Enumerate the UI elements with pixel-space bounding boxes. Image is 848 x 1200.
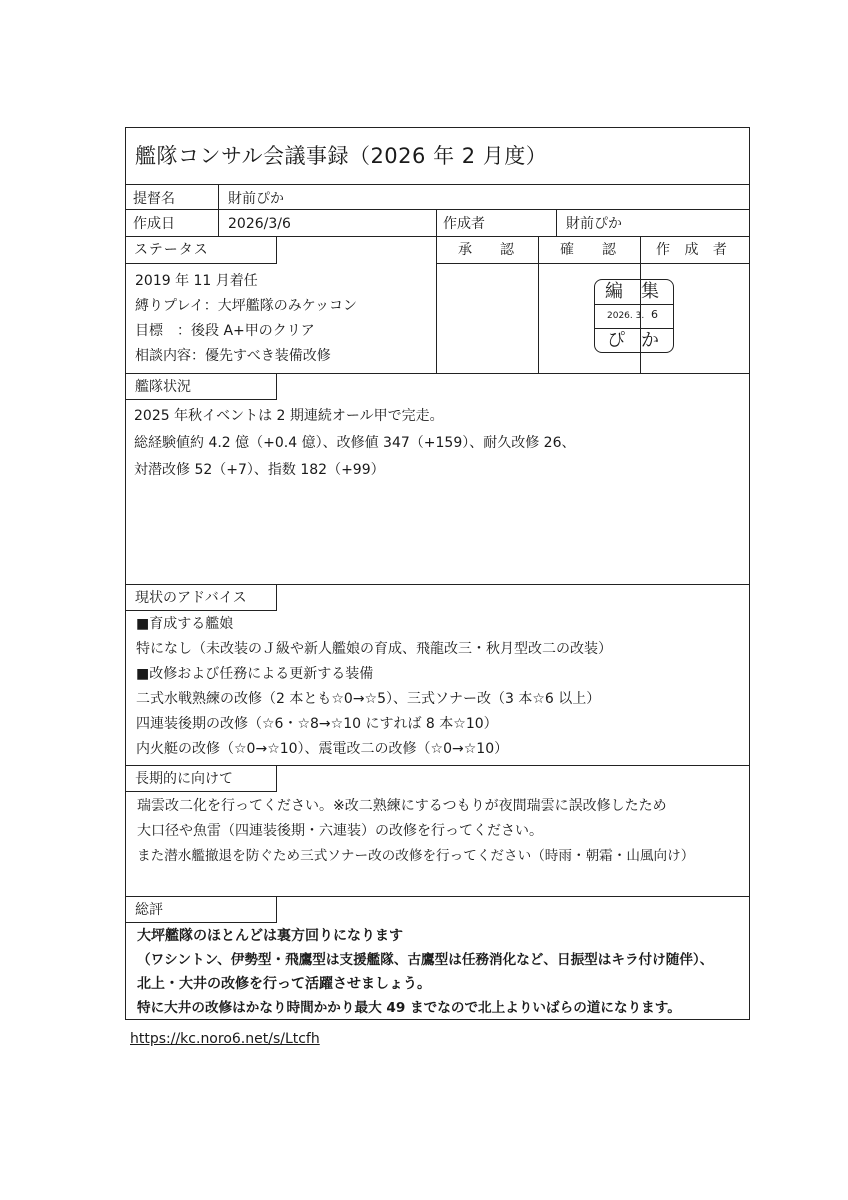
summary-line: 北上・大井の改修を行って活躍させましょう。: [137, 976, 431, 992]
summary-line: 大坪艦隊のほとんどは裏方回りになります: [137, 928, 403, 944]
divider: [556, 209, 557, 236]
status-label: ステータス: [134, 242, 209, 258]
status-line: 縛りプレイ：大坪艦隊のみケッコン: [135, 298, 358, 314]
status-line: 2019 年 11 月着任: [135, 273, 258, 289]
summary-section-label: 総評: [135, 902, 163, 918]
admiral-value: 財前ぴか: [228, 191, 284, 207]
seal-char: 編: [605, 281, 623, 302]
longterm-section-label: 長期的に向けて: [135, 771, 233, 787]
advice-line: 内火艇の改修（☆0→☆10）、震電改二の改修（☆0→☆10）: [136, 741, 509, 757]
divider: [538, 236, 539, 373]
document-title: 艦隊コンサル会議事録（2026 年 2 月度）: [135, 144, 548, 168]
fleet-section-label: 艦隊状況: [135, 379, 191, 395]
status-line: 相談内容：優先すべき装備改修: [135, 348, 331, 364]
advice-line: ■育成する艦娘: [136, 616, 234, 632]
author-label: 作成者: [443, 216, 485, 232]
seal-char: ぴ: [607, 330, 625, 351]
advice-section-label: 現状のアドバイス: [135, 590, 247, 606]
advice-line: 特になし（未改装のＪ級や新人艦娘の育成、飛龍改三・秋月型改二の改装）: [136, 641, 612, 657]
advice-line: 四連装後期の改修（☆6・☆8→☆10 にすれば 8 本☆10）: [136, 716, 498, 732]
seal-date: 2026. 3.: [607, 311, 645, 321]
divider: [436, 263, 750, 264]
divider: [436, 209, 437, 373]
fleet-line: 総経験値約 4.2 億（+0.4 億）、改修値 347（+159）、耐久改修 26、: [134, 435, 576, 451]
summary-line: （ワシントン、伊勢型・飛鷹型は支援艦隊、古鷹型は任務消化など、日振型はキラ付け随伴）、: [137, 952, 714, 968]
author-value: 財前ぴか: [566, 216, 622, 232]
summary-line: 特に大井の改修はかなり時間かかり最大 49 までなので北上よりいばらの道になります。: [137, 1000, 681, 1016]
seal-char: 集: [641, 281, 659, 302]
created-date-value: 2026/3/6: [228, 216, 291, 232]
advice-line: 二式水戦熟練の改修（2 本とも☆0→☆5）、三式ソナー改（3 本☆6 以上）: [136, 691, 601, 707]
longterm-line: 大口径や魚雷（四連装後期・六連装）の改修を行ってください。: [137, 823, 543, 839]
editor-seal-stamp: [594, 279, 674, 353]
divider: [218, 184, 219, 236]
created-date-label: 作成日: [133, 216, 175, 232]
fleet-line: 対潜改修 52（+7）、指数 182（+99）: [134, 462, 385, 478]
longterm-line: 瑞雲改二化を行ってください。※改二熟練にするつもりが夜間瑞雲に誤改修したため: [137, 798, 667, 814]
approval-header: 承 認: [458, 242, 521, 258]
status-line: 目標 ：後段 A+甲のクリア: [135, 323, 315, 339]
seal-day: 6: [651, 308, 658, 321]
admiral-label: 提督名: [133, 191, 175, 207]
seal-char: か: [641, 330, 659, 351]
advice-line: ■改修および任務による更新する装備: [136, 666, 374, 682]
author-header: 作 成 者: [656, 242, 732, 258]
fleet-line: 2025 年秋イベントは 2 期連続オール甲で完走。: [134, 408, 444, 424]
fleet-link[interactable]: https://kc.noro6.net/s/Ltcfh: [130, 1031, 320, 1047]
longterm-line: また潜水艦撤退を防ぐため三式ソナー改の改修を行ってください（時雨・朝霜・山風向け）: [137, 848, 695, 864]
confirmation-header: 確 認: [560, 242, 623, 258]
